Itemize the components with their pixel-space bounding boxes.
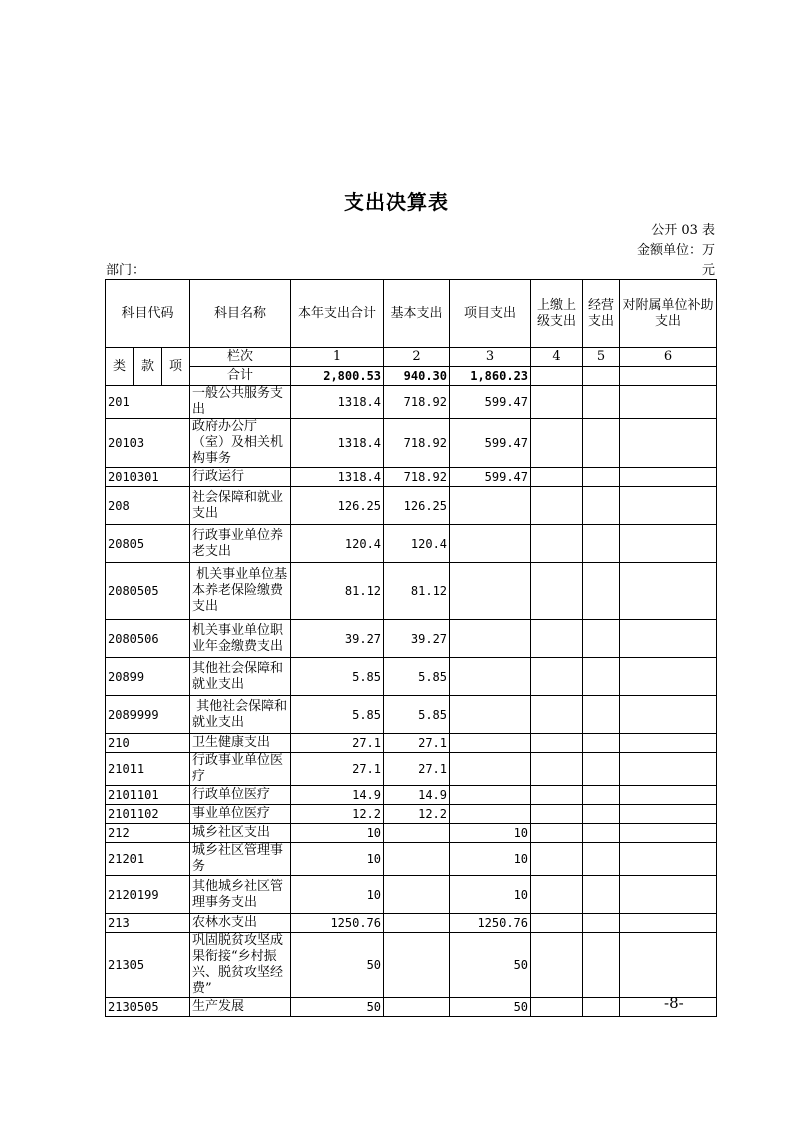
row-basic: 27.1 <box>384 734 450 753</box>
row-basic: 81.12 <box>384 563 450 620</box>
row-upper <box>531 658 583 696</box>
row-code: 2101102 <box>106 805 190 824</box>
row-total: 126.25 <box>291 487 384 525</box>
row-subsidy <box>620 786 717 805</box>
unit-label: 金额单位：万 <box>636 243 715 258</box>
row-basic: 14.9 <box>384 786 450 805</box>
row-total: 120.4 <box>291 525 384 563</box>
col-index-3: 3 <box>450 348 531 367</box>
row-name: 农林水支出 <box>190 914 291 933</box>
row-operating <box>583 419 620 468</box>
row-code: 2089999 <box>106 696 190 734</box>
row-name: 其他社会保障和就业支出 <box>190 696 291 734</box>
header-operating: 经营支出 <box>583 280 620 348</box>
table-row <box>106 786 717 805</box>
row-basic: 126.25 <box>384 487 450 525</box>
row-operating <box>583 386 620 419</box>
totals-upper <box>531 367 583 386</box>
header-code: 科目代码 <box>106 280 190 348</box>
row-project: 1250.76 <box>450 914 531 933</box>
row-total: 10 <box>291 843 384 876</box>
row-upper <box>531 933 583 998</box>
row-total: 10 <box>291 876 384 914</box>
row-basic <box>384 876 450 914</box>
row-operating <box>583 824 620 843</box>
table-row <box>106 998 717 1017</box>
table-row <box>106 933 717 998</box>
table-row <box>106 620 717 658</box>
row-total: 1250.76 <box>291 914 384 933</box>
row-code: 208 <box>106 487 190 525</box>
table-number: 公开 03 表 <box>651 223 715 238</box>
row-total: 14.9 <box>291 786 384 805</box>
row-subsidy <box>620 620 717 658</box>
row-project <box>450 786 531 805</box>
row-project <box>450 563 531 620</box>
row-upper <box>531 998 583 1017</box>
page-number: -8- <box>664 994 684 1012</box>
row-name: 城乡社区管理事务 <box>190 843 291 876</box>
row-subsidy <box>620 753 717 786</box>
row-total: 5.85 <box>291 658 384 696</box>
header-project: 项目支出 <box>450 280 531 348</box>
row-basic: 39.27 <box>384 620 450 658</box>
row-upper <box>531 734 583 753</box>
row-code: 213 <box>106 914 190 933</box>
row-total: 5.85 <box>291 696 384 734</box>
row-project <box>450 753 531 786</box>
row-total: 1318.4 <box>291 386 384 419</box>
row-subsidy <box>620 824 717 843</box>
row-name: 卫生健康支出 <box>190 734 291 753</box>
totals-operating <box>583 367 620 386</box>
row-code: 21305 <box>106 933 190 998</box>
row-operating <box>583 563 620 620</box>
row-project <box>450 805 531 824</box>
row-operating <box>583 487 620 525</box>
header-upper: 上缴上级支出 <box>531 280 583 348</box>
row-subsidy <box>620 487 717 525</box>
row-operating <box>583 876 620 914</box>
totals-row <box>106 367 717 386</box>
row-name: 行政事业单位养老支出 <box>190 525 291 563</box>
row-operating <box>583 734 620 753</box>
page-title: 支出决算表 <box>344 190 449 214</box>
row-operating <box>583 620 620 658</box>
row-total: 10 <box>291 824 384 843</box>
row-project <box>450 525 531 563</box>
col-index-5: 5 <box>583 348 620 367</box>
department-label: 部门： <box>106 263 146 278</box>
row-name: 其他城乡社区管理事务支出 <box>190 876 291 914</box>
table-row <box>106 468 717 487</box>
row-subsidy <box>620 563 717 620</box>
table-row <box>106 563 717 620</box>
header-basic: 基本支出 <box>384 280 450 348</box>
row-code: 212 <box>106 824 190 843</box>
row-upper <box>531 468 583 487</box>
row-code: 201 <box>106 386 190 419</box>
col-index-4: 4 <box>531 348 583 367</box>
row-subsidy <box>620 876 717 914</box>
row-total: 50 <box>291 998 384 1017</box>
row-total: 81.12 <box>291 563 384 620</box>
row-basic: 718.92 <box>384 419 450 468</box>
row-upper <box>531 824 583 843</box>
row-upper <box>531 419 583 468</box>
header-subsidy: 对附属单位补助支出 <box>620 280 717 348</box>
totals-subsidy <box>620 367 717 386</box>
row-name: 行政单位医疗 <box>190 786 291 805</box>
table-row <box>106 843 717 876</box>
row-project: 599.47 <box>450 419 531 468</box>
row-basic <box>384 843 450 876</box>
row-project: 10 <box>450 843 531 876</box>
totals-project: 1,860.23 <box>450 367 531 386</box>
row-name: 生产发展 <box>190 998 291 1017</box>
row-code: 20103 <box>106 419 190 468</box>
row-subsidy <box>620 419 717 468</box>
row-project: 599.47 <box>450 386 531 419</box>
table-row <box>106 734 717 753</box>
row-name: 事业单位医疗 <box>190 805 291 824</box>
row-project <box>450 620 531 658</box>
row-total: 1318.4 <box>291 419 384 468</box>
row-code: 2010301 <box>106 468 190 487</box>
row-subsidy <box>620 914 717 933</box>
row-total: 50 <box>291 933 384 998</box>
row-basic: 120.4 <box>384 525 450 563</box>
row-subsidy <box>620 696 717 734</box>
row-name: 行政事业单位医疗 <box>190 753 291 786</box>
row-name: 城乡社区支出 <box>190 824 291 843</box>
row-subsidy <box>620 525 717 563</box>
row-code: 21201 <box>106 843 190 876</box>
col-index-6: 6 <box>620 348 717 367</box>
row-upper <box>531 805 583 824</box>
row-code: 2120199 <box>106 876 190 914</box>
table-row <box>106 525 717 563</box>
row-upper <box>531 386 583 419</box>
row-project <box>450 734 531 753</box>
row-upper <box>531 843 583 876</box>
row-upper <box>531 620 583 658</box>
row-project: 10 <box>450 824 531 843</box>
row-total: 27.1 <box>291 753 384 786</box>
header-lanci: 栏次 <box>190 348 291 367</box>
unit-suffix: 元 <box>701 263 715 278</box>
row-operating <box>583 998 620 1017</box>
table-row <box>106 658 717 696</box>
row-basic <box>384 998 450 1017</box>
row-basic: 5.85 <box>384 696 450 734</box>
row-code: 210 <box>106 734 190 753</box>
row-upper <box>531 487 583 525</box>
table-row <box>106 824 717 843</box>
table-row <box>106 696 717 734</box>
totals-total: 2,800.53 <box>291 367 384 386</box>
row-code: 21011 <box>106 753 190 786</box>
row-code: 2080505 <box>106 563 190 620</box>
row-name: 一般公共服务支出 <box>190 386 291 419</box>
row-subsidy <box>620 734 717 753</box>
row-name: 其他社会保障和就业支出 <box>190 658 291 696</box>
row-name: 机关事业单位基本养老保险缴费支出 <box>190 563 291 620</box>
row-basic <box>384 824 450 843</box>
row-project: 599.47 <box>450 468 531 487</box>
row-basic <box>384 914 450 933</box>
row-operating <box>583 658 620 696</box>
row-operating <box>583 843 620 876</box>
row-code: 2101101 <box>106 786 190 805</box>
row-operating <box>583 805 620 824</box>
col-index-1: 1 <box>291 348 384 367</box>
row-subsidy <box>620 468 717 487</box>
row-code: 20805 <box>106 525 190 563</box>
row-upper <box>531 786 583 805</box>
totals-label: 合计 <box>190 367 291 386</box>
row-code: 2130505 <box>106 998 190 1017</box>
row-code: 20899 <box>106 658 190 696</box>
row-name: 机关事业单位职业年金缴费支出 <box>190 620 291 658</box>
table-row <box>106 386 717 419</box>
row-operating <box>583 753 620 786</box>
row-upper <box>531 525 583 563</box>
row-basic: 5.85 <box>384 658 450 696</box>
row-project <box>450 658 531 696</box>
column-index-row <box>106 348 717 367</box>
totals-basic: 940.30 <box>384 367 450 386</box>
header-name: 科目名称 <box>190 280 291 348</box>
table-row <box>106 753 717 786</box>
row-basic: 12.2 <box>384 805 450 824</box>
table-row <box>106 876 717 914</box>
row-operating <box>583 525 620 563</box>
row-basic <box>384 933 450 998</box>
header-row <box>106 280 717 348</box>
header-total: 本年支出合计 <box>291 280 384 348</box>
row-name: 行政运行 <box>190 468 291 487</box>
row-subsidy <box>620 386 717 419</box>
row-total: 12.2 <box>291 805 384 824</box>
row-basic: 27.1 <box>384 753 450 786</box>
row-upper <box>531 696 583 734</box>
table-row <box>106 419 717 468</box>
table-row <box>106 487 717 525</box>
col-index-2: 2 <box>384 348 450 367</box>
table-row <box>106 805 717 824</box>
row-project: 50 <box>450 998 531 1017</box>
row-operating <box>583 696 620 734</box>
row-project: 50 <box>450 933 531 998</box>
row-code: 2080506 <box>106 620 190 658</box>
row-basic: 718.92 <box>384 468 450 487</box>
row-operating <box>583 468 620 487</box>
row-name: 社会保障和就业支出 <box>190 487 291 525</box>
row-project <box>450 487 531 525</box>
row-upper <box>531 914 583 933</box>
row-upper <box>531 753 583 786</box>
row-project <box>450 696 531 734</box>
row-operating <box>583 914 620 933</box>
expenditure-table <box>105 279 717 1017</box>
header-xiang: 项 <box>162 348 190 386</box>
row-operating <box>583 786 620 805</box>
row-subsidy <box>620 933 717 998</box>
row-subsidy <box>620 805 717 824</box>
row-upper <box>531 563 583 620</box>
row-basic: 718.92 <box>384 386 450 419</box>
row-total: 39.27 <box>291 620 384 658</box>
row-subsidy <box>620 843 717 876</box>
header-kuan: 款 <box>134 348 162 386</box>
row-total: 27.1 <box>291 734 384 753</box>
row-operating <box>583 933 620 998</box>
row-subsidy <box>620 658 717 696</box>
row-total: 1318.4 <box>291 468 384 487</box>
header-lei: 类 <box>106 348 134 386</box>
row-name: 巩固脱贫攻坚成果衔接“乡村振兴、脱贫攻坚经费” <box>190 933 291 998</box>
row-name: 政府办公厅（室）及相关机构事务 <box>190 419 291 468</box>
row-upper <box>531 876 583 914</box>
table-row <box>106 914 717 933</box>
row-project: 10 <box>450 876 531 914</box>
